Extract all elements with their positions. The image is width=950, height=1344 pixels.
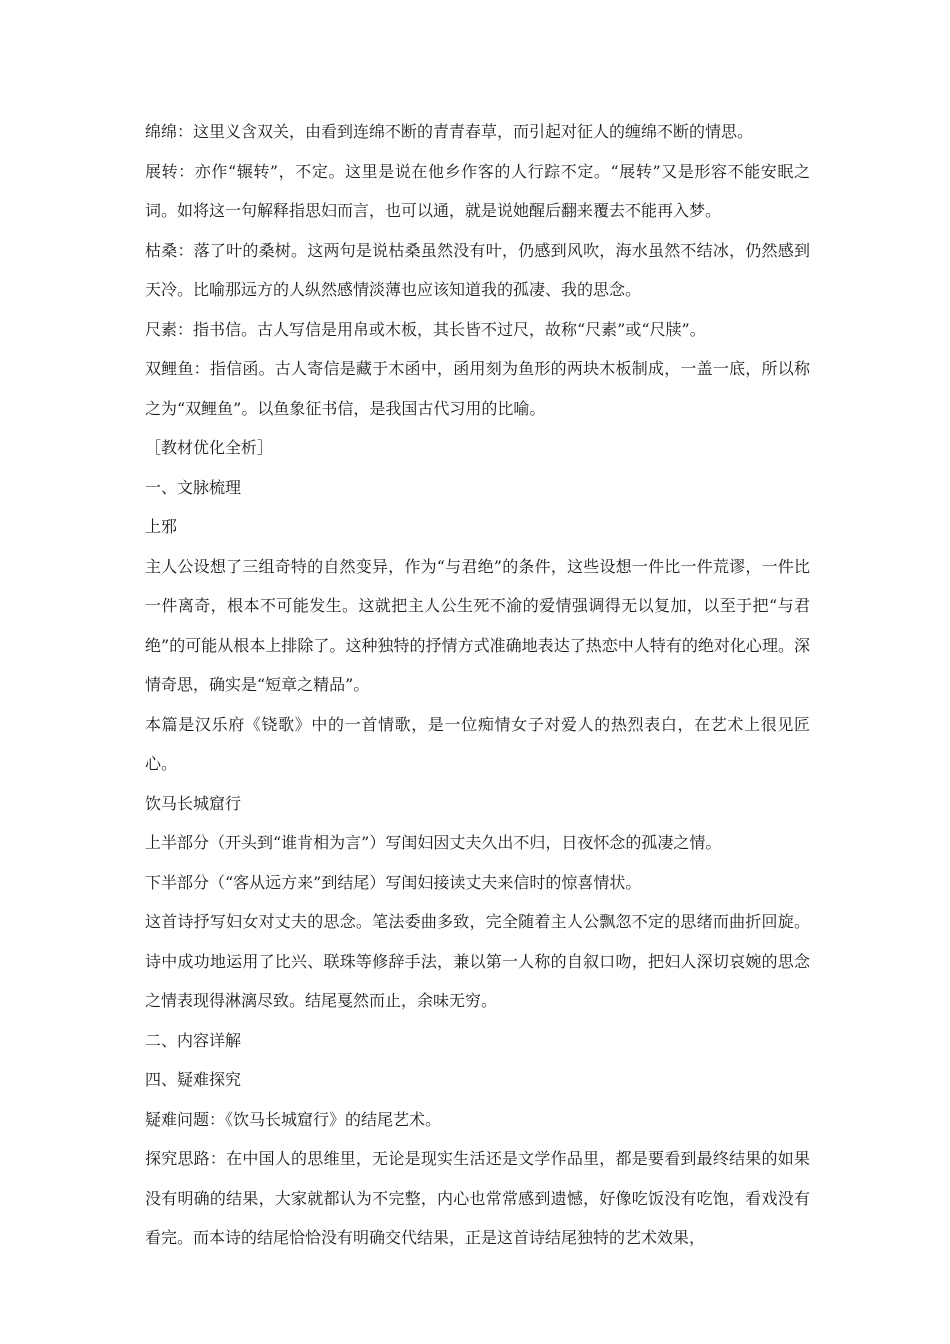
paragraph-first-half: 上半部分（开头到“谁肯相为言”）写闺妇因丈夫久出不归，日夜怀念的孤凄之情。 [145,833,722,852]
document-page [145,112,810,1258]
paragraph-chisu: 尺素：指书信。古人写信是用帛或木板，其长皆不过尺，故称“尺素”或“尺牍”。 [145,319,706,339]
poem-title-shangye: 上邪 [145,517,178,536]
paragraph-shangye-analysis: 主人公设想了三组奇特的自然变异，作为“与君绝”的条件，这些设想一件比一件荒谬，一件比一件离奇，根本不可能发生。这就把主人公生死不渝的爱情强调得无以复加，以至于把“与君绝”的可能从根本上排除了。这种独特的抒情方式准确地表达了热恋中人特有的绝对化心理。深情奇思，确实是“短章之精品”。 [145,556,810,694]
paragraph-second-half: 下半部分（“客从远方来”到结尾）写闺妇接读丈夫来信时的惊喜情状。 [145,872,642,892]
paragraph-yinma-analysis: 这首诗抒写妇女对丈夫的思念。笔法委曲多致，完全随着主人公飘忽不定的思绪而曲折回旋。诗中成功地运用了比兴、联珠等修辞手法，兼以第一人称的自叙口吻，把妇人深切哀婉的思念之情表现得淋漓尽致。结尾戛然而止，余味无穷。 [145,912,810,1010]
paragraph-kusang: 枯桑：落了叶的桑树。这两句是说枯桑虽然没有叶，仍感到风吹，海水虽然不结冰，仍然感到天冷。比喻那远方的人纵然感情淡薄也应该知道我的孤凄、我的思念。 [145,240,810,299]
paragraph-exploration: 探究思路：在中国人的思维里，无论是现实生活还是文学作品里，都是要看到最终结果的如果没有明确的结果，大家就都认为不完整，内心也常常感到遗憾，好像吃饭没有吃饱，看戏没有看完。而本诗的结尾恰恰没有明确交代结果，正是这首诗结尾独特的艺术效果， [145,1149,810,1247]
paragraph-question: 疑难问题：《饮马长城窟行》的结尾艺术。 [145,1109,442,1129]
section-heading-content: 二、内容详解 [145,1030,242,1050]
paragraph-shuangliyu: 双鲤鱼：指信函。古人寄信是藏于木函中，函用刻为鱼形的两块木板制成，一盖一底，所以称之为“双鲤鱼”。以鱼象征书信，是我国古代习用的比喻。 [145,359,810,418]
section-heading-difficulty: 四、疑难探究 [145,1070,242,1089]
paragraph-zhanzhuan: 展转：亦作“辗转”，不定。这里是说在他乡作客的人行踪不定。“展转”又是形容不能安眠之词。如将这一句解释指思妇而言，也可以通，就是说她醒后翻来覆去不能再入梦。 [145,161,810,220]
paragraph-mianmian: 绵绵：这里义含双关，由看到连绵不断的青青春草，而引起对征人的缠绵不断的情思。 [145,122,754,141]
paragraph-shangye-summary: 本篇是汉乐府《铙歌》中的一首情歌，是一位痴情女子对爱人的热烈表白，在艺术上很见匠心。 [145,714,810,773]
section-heading-outline: 一、文脉梳理 [145,477,242,497]
section-heading-analysis: ［教材优化全析］ [145,438,274,457]
poem-title-yinma: 饮马长城窟行 [145,793,242,813]
